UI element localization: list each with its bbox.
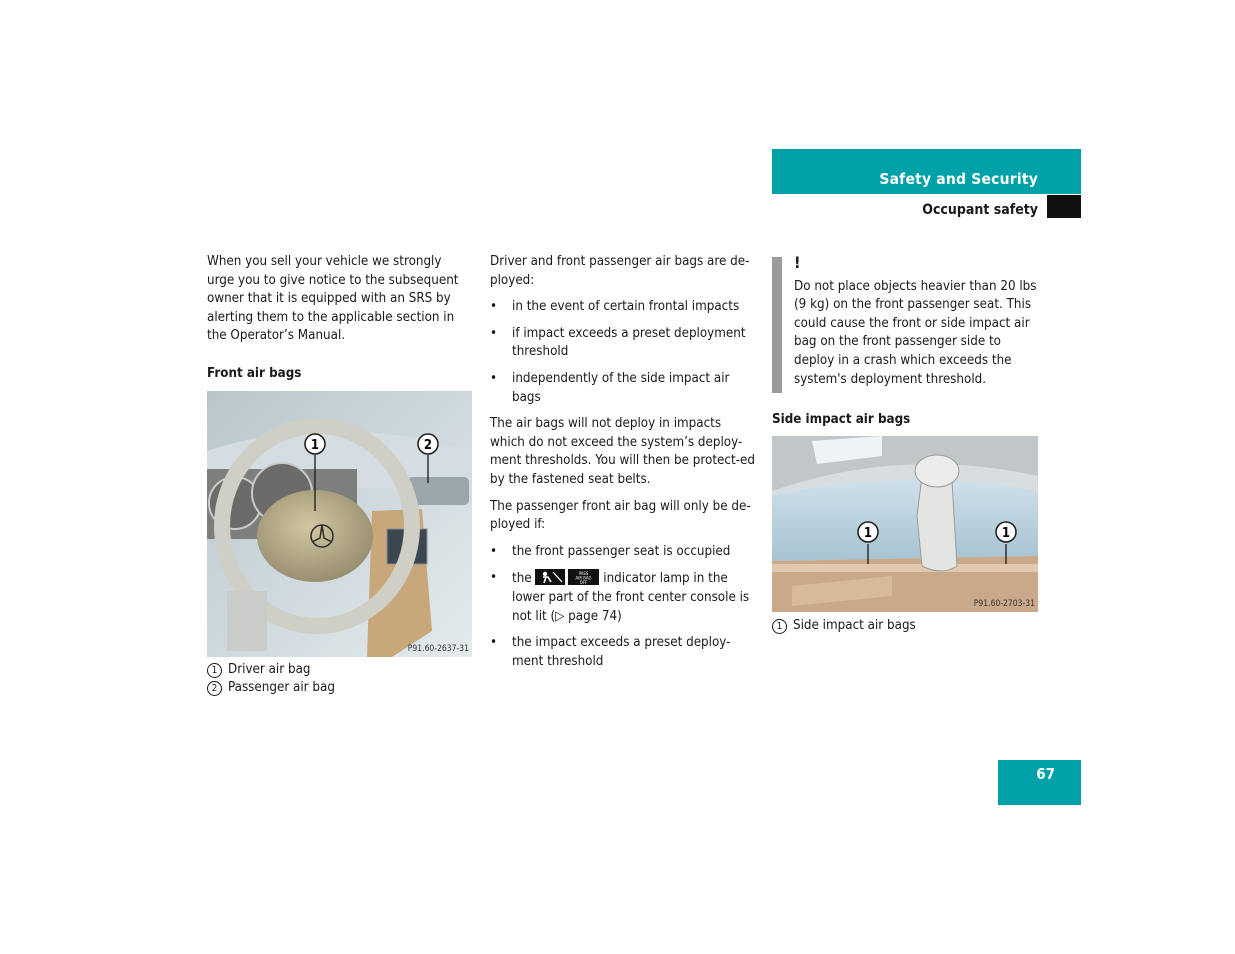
page-number: 67 — [1036, 765, 1055, 783]
front-figure-captions — [207, 661, 472, 698]
subsection-title: Occupant safety — [922, 202, 1038, 218]
section-title: Safety and Security — [879, 170, 1038, 188]
deploy-intro: Driver and front passenger air bags are de-ployed: — [490, 254, 750, 288]
callout-1b: 1 — [1001, 525, 1011, 541]
side-airbags-figure — [772, 436, 1038, 612]
front-airbags-figure — [207, 391, 472, 657]
warning-bar — [772, 257, 782, 393]
list-item: • the front passenger seat is occupied — [490, 543, 758, 562]
callout-1: 1 — [310, 437, 320, 453]
steering-wheel-illustration — [207, 391, 472, 657]
svg-text:OFF: OFF — [580, 581, 588, 586]
list-item: • if impact exceeds a preset deployment threshold — [490, 325, 758, 362]
side-figure-caption: 1 Side impact air bags — [772, 617, 1038, 636]
passenger-intro: The passenger front air bag will only be de-ployed if: — [490, 498, 751, 533]
column-right — [772, 253, 1038, 635]
figure-code: P91.60-2703-31 — [973, 598, 1035, 609]
header-marker — [1047, 195, 1081, 218]
passenger-list — [490, 543, 758, 672]
callout-1a: 1 — [863, 525, 873, 541]
no-deploy-paragraph: The air bags will not deploy in impacts which do not exceed the system’s deploy-ment thresholds. You will then be protect-ed by the fastened seat belts. — [490, 416, 755, 487]
side-airbags-heading: Side impact air bags — [772, 412, 911, 427]
caption-item: 2 Passenger air bag — [207, 679, 472, 698]
warning-text: Do not place objects heavier than 20 lbs (9 kg) on the front passenger seat. This could cause the front or side impact air bag on the front passenger side to deploy in a crash which exceeds the system's deployment threshold. — [794, 278, 1037, 387]
caption-item: 1 Driver air bag — [207, 661, 472, 680]
list-item: • independently of the side impact air bags — [490, 370, 758, 407]
front-airbags-heading: Front air bags — [207, 365, 302, 381]
list-item: • the impact exceeds a preset deploy-ment threshold — [490, 634, 758, 671]
pass-airbag-off-icon — [535, 569, 599, 585]
callout-2: 2 — [423, 437, 433, 453]
figure-code: P91.60-2637-31 — [407, 643, 469, 654]
column-left — [207, 253, 472, 698]
svg-text:PASS: PASS — [579, 572, 589, 578]
warning-icon: ! — [794, 253, 801, 272]
column-middle — [490, 253, 758, 671]
intro-paragraph: When you sell your vehicle we strongly urge you to give notice to the subsequent owner that it is equipped with an SRS by alerting them to the applicable section in the Operator’s Manual. — [207, 254, 459, 344]
list-item: • in the event of certain frontal impacts — [490, 298, 758, 317]
svg-text:AIR BAG: AIR BAG — [575, 576, 592, 582]
side-airbag-illustration — [772, 436, 1038, 612]
deploy-list — [490, 298, 758, 407]
warning-box — [772, 253, 1038, 393]
list-item-lamp: • the PASS AIR BAG OFF indicator lamp in the lower part of the front center console is not lit (▷ page 74) — [490, 569, 758, 626]
